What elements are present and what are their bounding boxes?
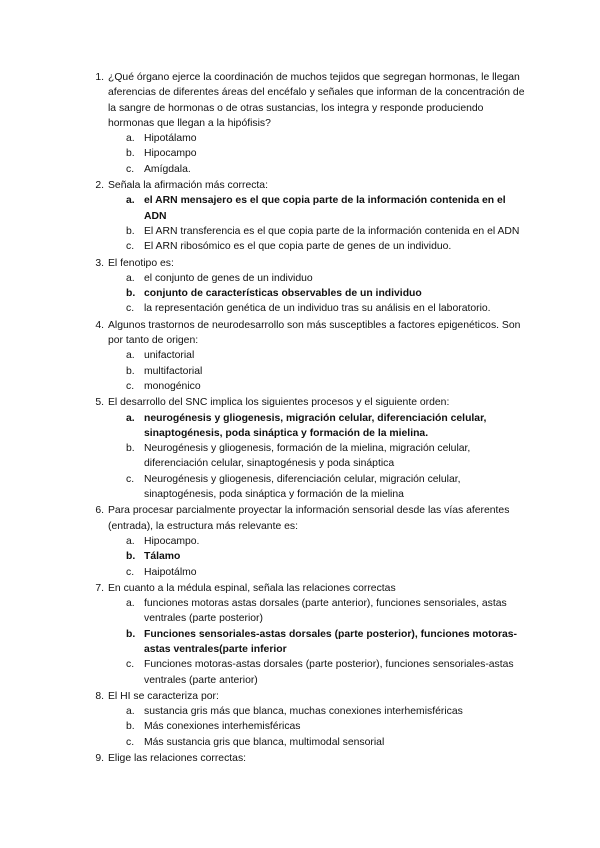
answer-option xyxy=(108,146,530,161)
question-number: 6. xyxy=(95,505,104,517)
option-text: Más conexiones interhemisféricas xyxy=(144,721,301,733)
answer-option-correct xyxy=(108,549,530,564)
answer-option xyxy=(108,271,530,286)
answer-option xyxy=(108,131,530,146)
option-text: el conjunto de genes de un individuo xyxy=(144,272,313,284)
question-item xyxy=(90,318,530,394)
question-text: El desarrollo del SNC implica los siguientes procesos y el siguiente orden: xyxy=(108,397,450,409)
option-text: la representación genética de un individuo tras su análisis en el laboratorio. xyxy=(144,303,491,315)
option-letter: a. xyxy=(126,195,135,207)
question-list xyxy=(90,70,530,767)
answer-option xyxy=(108,534,530,549)
option-letter: a. xyxy=(126,598,135,610)
answer-option xyxy=(108,441,530,472)
answer-option xyxy=(108,348,530,363)
question-text: Para procesar parcialmente proyectar la información sensorial desde las vías aferentes (entrada), la estructura más relevante es: xyxy=(108,505,510,532)
option-text: conjunto de características observables de un individuo xyxy=(144,288,422,300)
question-item xyxy=(90,256,530,317)
option-letter: b. xyxy=(126,721,135,733)
question-item xyxy=(90,689,530,750)
option-text: Funciones motoras-astas dorsales (parte posterior), funciones sensoriales-astas ventrales (parte anterior) xyxy=(144,659,514,686)
answer-options xyxy=(108,348,530,394)
question-text: El HI se caracteriza por: xyxy=(108,690,219,702)
question-item xyxy=(90,751,530,766)
option-letter: c. xyxy=(126,736,135,748)
question-item xyxy=(90,503,530,579)
answer-options xyxy=(108,534,530,580)
answer-options xyxy=(108,596,530,688)
option-letter: a. xyxy=(126,133,135,145)
option-text: Hipocampo xyxy=(144,148,197,160)
option-letter: c. xyxy=(126,241,135,253)
option-letter: a. xyxy=(126,535,135,547)
question-text: Señala la afirmación más correcta: xyxy=(108,180,268,192)
option-letter: b. xyxy=(126,628,136,640)
question-item xyxy=(90,70,530,177)
answer-options xyxy=(108,131,530,177)
answer-option-correct xyxy=(108,286,530,301)
answer-option xyxy=(108,565,530,580)
answer-options xyxy=(108,271,530,317)
option-text: Hipocampo. xyxy=(144,535,200,547)
option-text: Amígdala. xyxy=(144,163,191,175)
option-text: Funciones sensoriales-astas dorsales (parte posterior), funciones motoras-astas ventrales(parte inferior xyxy=(144,628,518,655)
option-letter: c. xyxy=(126,303,135,315)
answer-option xyxy=(108,472,530,503)
question-number: 5. xyxy=(95,397,104,409)
question-item xyxy=(90,178,530,254)
answer-option xyxy=(108,224,530,239)
option-text: Más sustancia gris que blanca, multimodal sensorial xyxy=(144,736,385,748)
option-letter: c. xyxy=(126,380,135,392)
question-number: 2. xyxy=(95,180,104,192)
option-text: Neurogénesis y gliogenesis, diferenciación celular, migración celular, sinaptogénesis, poda sináptica y formación de la mielina xyxy=(144,473,461,501)
answer-options xyxy=(108,704,530,750)
question-text: Algunos trastornos de neurodesarrollo son más susceptibles a factores epigenéticos. Son por tanto de origen: xyxy=(108,319,521,347)
option-letter: b. xyxy=(126,225,135,237)
answer-option-correct xyxy=(108,193,530,224)
question-number: 7. xyxy=(95,582,104,594)
option-letter: b. xyxy=(126,551,136,563)
option-letter: c. xyxy=(126,566,135,578)
option-text: Hipotálamo xyxy=(144,133,197,145)
answer-option-correct xyxy=(108,627,530,658)
question-number: 4. xyxy=(95,319,104,331)
question-text: En cuanto a la médula espinal, señala las relaciones correctas xyxy=(108,582,396,594)
option-letter: c. xyxy=(126,163,135,175)
option-letter: a. xyxy=(126,272,135,284)
option-text: El ARN transferencia es el que copia parte de la información contenida en el ADN xyxy=(144,225,520,237)
option-text: multifactorial xyxy=(144,365,203,377)
option-text: Tálamo xyxy=(144,551,181,563)
option-letter: a. xyxy=(126,350,135,362)
option-letter: b. xyxy=(126,148,135,160)
answer-option xyxy=(108,364,530,379)
option-text: el ARN mensajero es el que copia parte de la información contenida en el ADN xyxy=(144,195,506,222)
answer-option xyxy=(108,657,530,688)
option-letter: b. xyxy=(126,288,136,300)
option-text: El ARN ribosómico es el que copia parte de genes de un individuo. xyxy=(144,241,452,253)
option-text: funciones motoras astas dorsales (parte anterior), funciones sensoriales, astas ventrales (parte posterior) xyxy=(144,598,507,625)
question-number: 1. xyxy=(95,72,104,83)
option-letter: b. xyxy=(126,365,135,377)
answer-option xyxy=(108,379,530,394)
option-letter: a. xyxy=(126,412,135,424)
question-number: 3. xyxy=(95,257,104,269)
option-letter: c. xyxy=(126,659,135,671)
answer-options xyxy=(108,411,530,503)
answer-option xyxy=(108,162,530,177)
answer-option xyxy=(108,596,530,627)
option-text: unifactorial xyxy=(144,350,195,362)
question-text: El fenotipo es: xyxy=(108,257,174,269)
option-text: neurogénesis y gliogenesis, migración celular, diferenciación celular, sinaptogénesis, poda sináptica y formación de la mielina. xyxy=(144,412,487,439)
option-letter: a. xyxy=(126,706,135,718)
question-text: ¿Qué órgano ejerce la coordinación de muchos tejidos que segregan hormonas, le llegan aferencias de diferentes áreas del encéfalo y señales que informan de la concentración de la sangre de hormonas o de otras sustancias, los integra y responde produciendo hormonas que llegan a la hipófisis? xyxy=(108,72,525,129)
question-item xyxy=(90,581,530,688)
question-text: Elige las relaciones correctas: xyxy=(108,753,247,765)
answer-option xyxy=(108,735,530,750)
answer-options xyxy=(108,193,530,254)
answer-option xyxy=(108,239,530,254)
question-number: 9. xyxy=(95,753,104,765)
answer-option-correct xyxy=(108,411,530,442)
option-letter: b. xyxy=(126,443,135,455)
option-text: Neurogénesis y gliogenesis, formación de la mielina, migración celular, diferenciación celular, sinaptogénesis y poda sináptica xyxy=(144,443,471,470)
question-number: 8. xyxy=(95,690,104,702)
option-text: sustancia gris más que blanca, muchas conexiones interhemisféricas xyxy=(144,706,463,718)
answer-option xyxy=(108,301,530,316)
answer-option xyxy=(108,704,530,719)
answer-option xyxy=(108,719,530,734)
question-item xyxy=(90,395,530,502)
option-text: Haipotálmo xyxy=(144,566,197,578)
option-text: monogénico xyxy=(144,380,201,392)
option-letter: c. xyxy=(126,473,135,485)
